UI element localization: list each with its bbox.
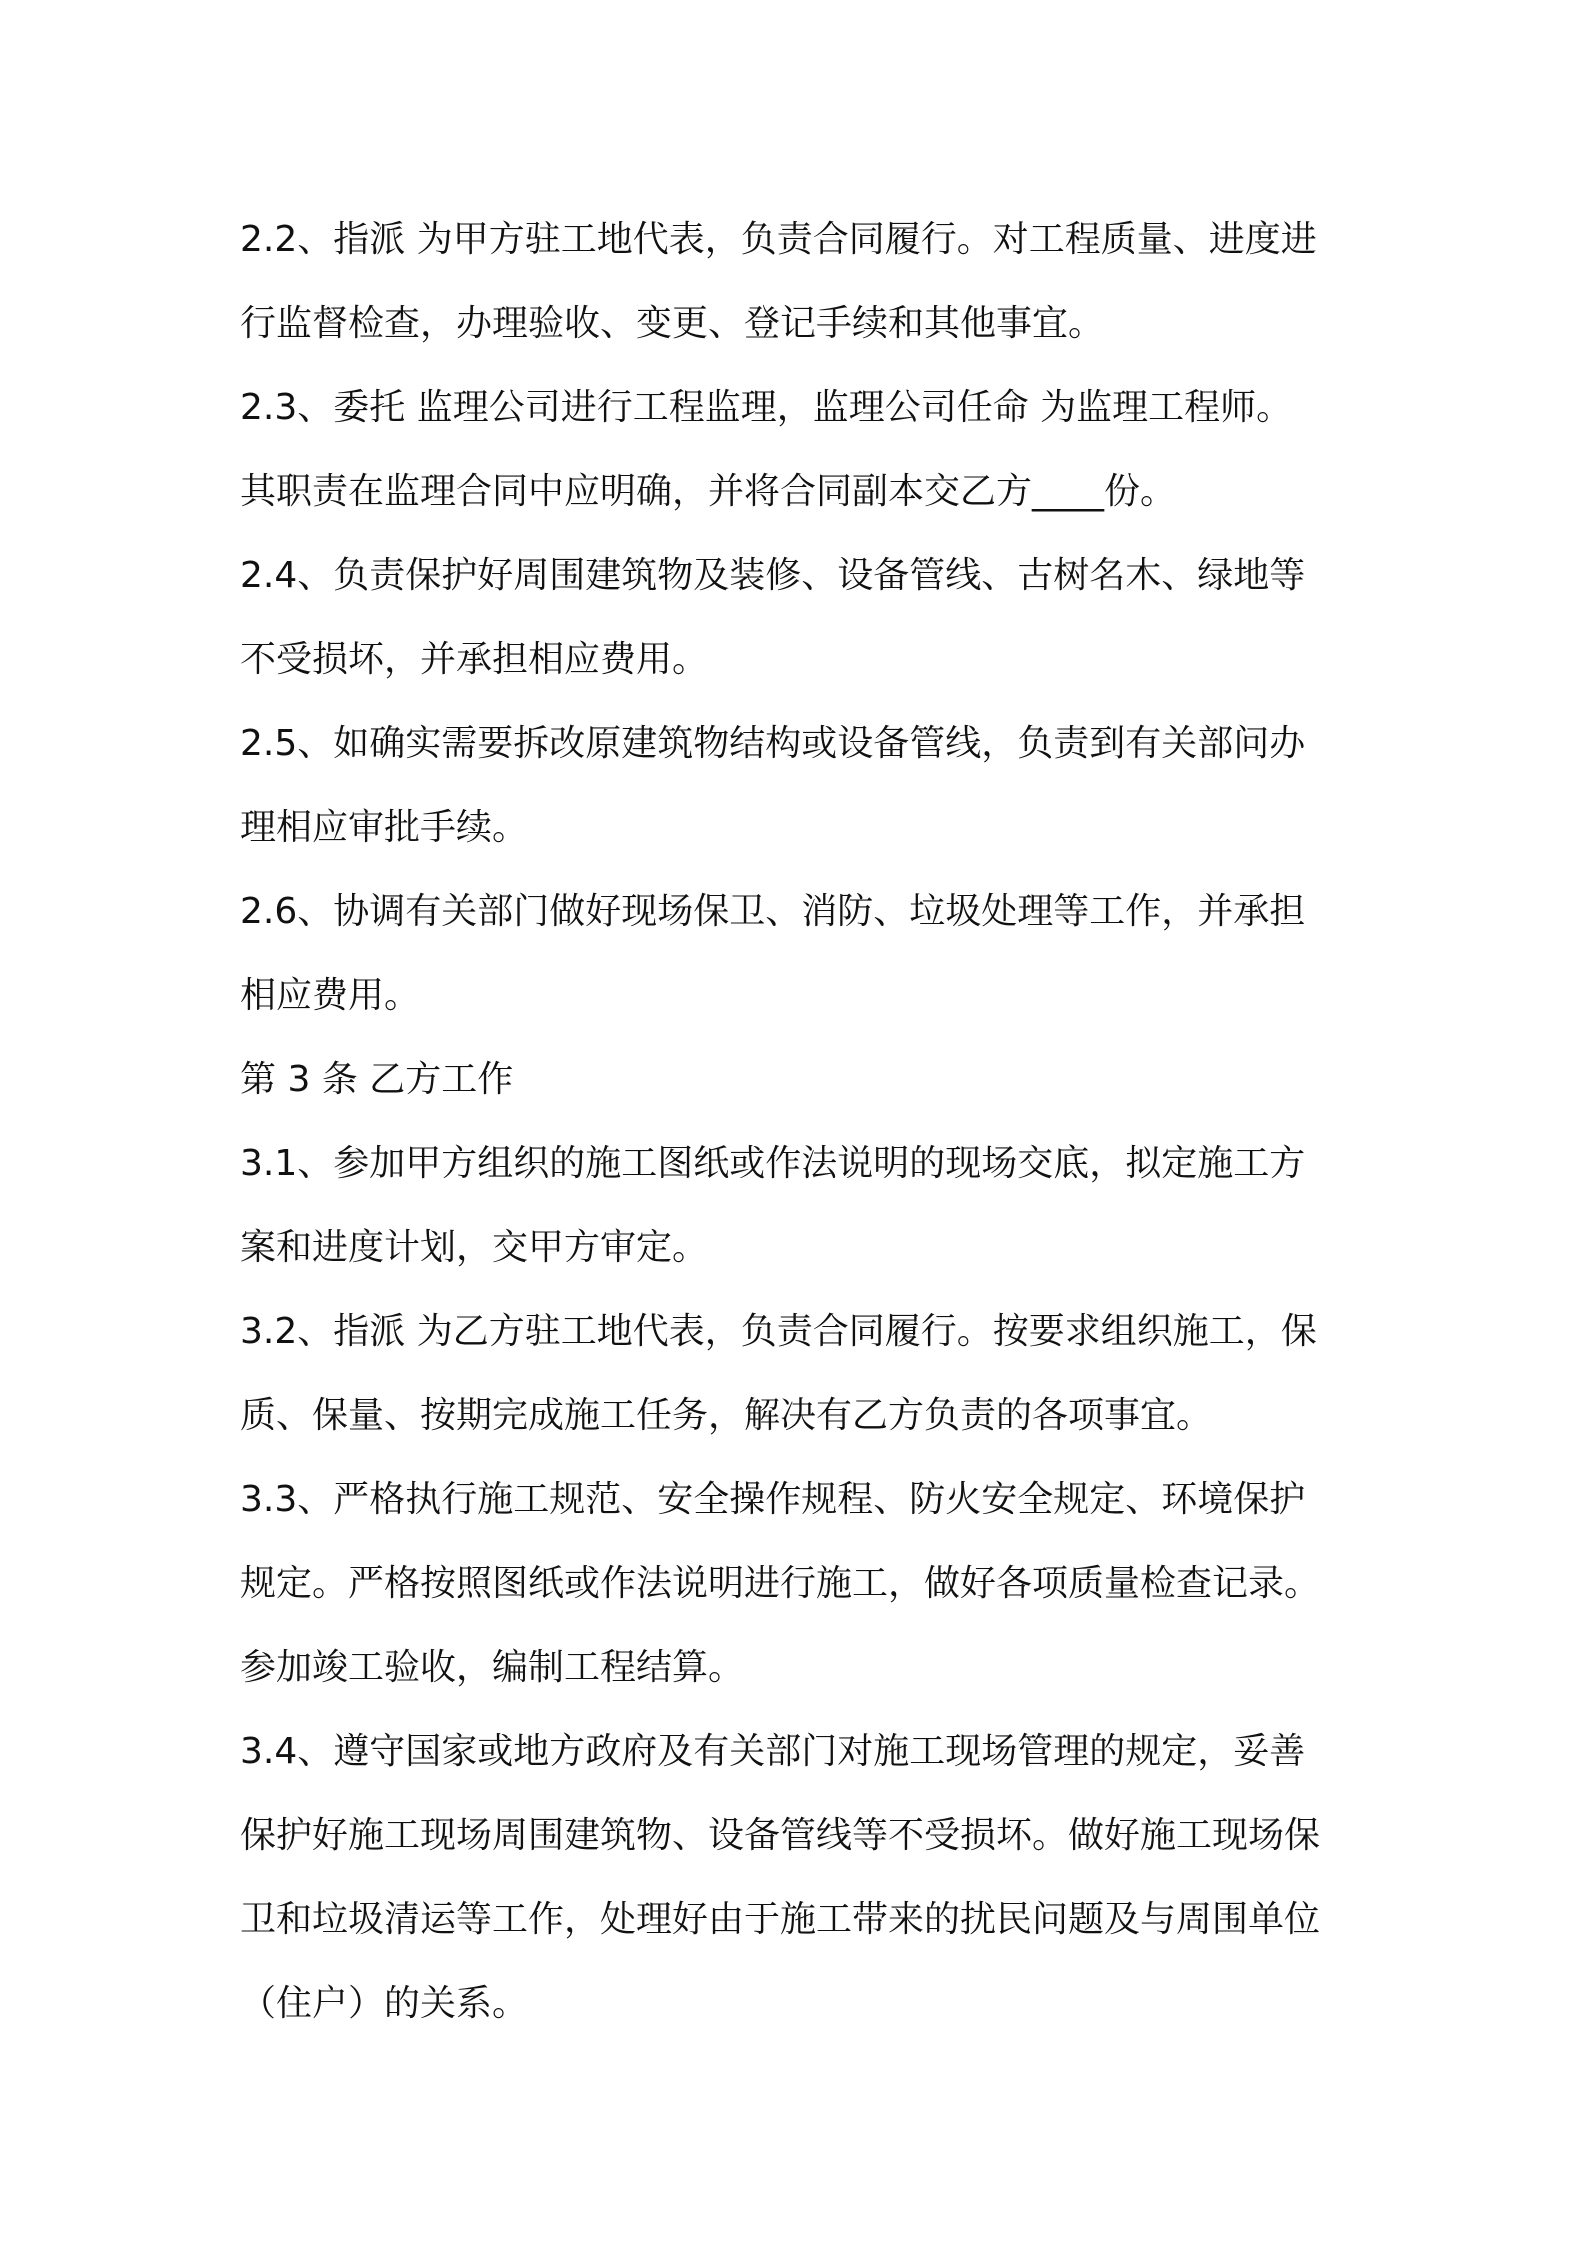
text-line: 不受损坏，并承担相应费用。 [240, 639, 709, 680]
text-line: 3.1、参加甲方组织的施工图纸或作法说明的现场交底，拟定施工方 [240, 1143, 1306, 1184]
text-line: 案和进度计划，交甲方审定。 [240, 1227, 709, 1268]
text-line: 参加竣工验收，编制工程结算。 [240, 1647, 745, 1688]
text-line: 2.6、协调有关部门做好现场保卫、消防、垃圾处理等工作，并承担 [240, 891, 1306, 932]
text-line: 3.2、指派 为乙方驻工地代表，负责合同履行。按要求组织施工，保 [240, 1311, 1317, 1352]
section-heading: 第 3 条 乙方工作 [240, 1059, 514, 1100]
text-line: 2.3、委托 监理公司进行工程监理，监理公司任命 为监理工程师。 [240, 387, 1293, 428]
text-line: （住户）的关系。 [240, 1983, 529, 2024]
text-line: 相应费用。 [240, 975, 421, 1016]
text-line: 3.3、严格执行施工规范、安全操作规程、防火安全规定、环境保护 [240, 1479, 1306, 1520]
text-line: 理相应审批手续。 [240, 807, 529, 848]
text-line: 2.2、指派 为甲方驻工地代表，负责合同履行。对工程质量、进度进 [240, 219, 1317, 260]
text-line: 卫和垃圾清运等工作，处理好由于施工带来的扰民问题及与周围单位 [240, 1899, 1321, 1940]
text-line: 行监督检查，办理验收、变更、登记手续和其他事宜。 [240, 303, 1105, 344]
text-line: 保护好施工现场周围建筑物、设备管线等不受损坏。做好施工现场保 [240, 1815, 1321, 1856]
text-line: 2.4、负责保护好周围建筑物及装修、设备管线、古树名木、绿地等 [240, 555, 1306, 596]
document-body [240, 198, 1360, 2046]
text-line: 规定。严格按照图纸或作法说明进行施工，做好各项质量检查记录。 [240, 1563, 1321, 1604]
text-line: 质、保量、按期完成施工任务，解决有乙方负责的各项事宜。 [240, 1395, 1213, 1436]
text-line: 3.4、遵守国家或地方政府及有关部门对施工现场管理的规定，妥善 [240, 1731, 1306, 1772]
text-line: 2.5、如确实需要拆改原建筑物结构或设备管线，负责到有关部问办 [240, 723, 1306, 764]
text-line: 其职责在监理合同中应明确，并将合同副本交乙方____份。 [240, 471, 1177, 512]
